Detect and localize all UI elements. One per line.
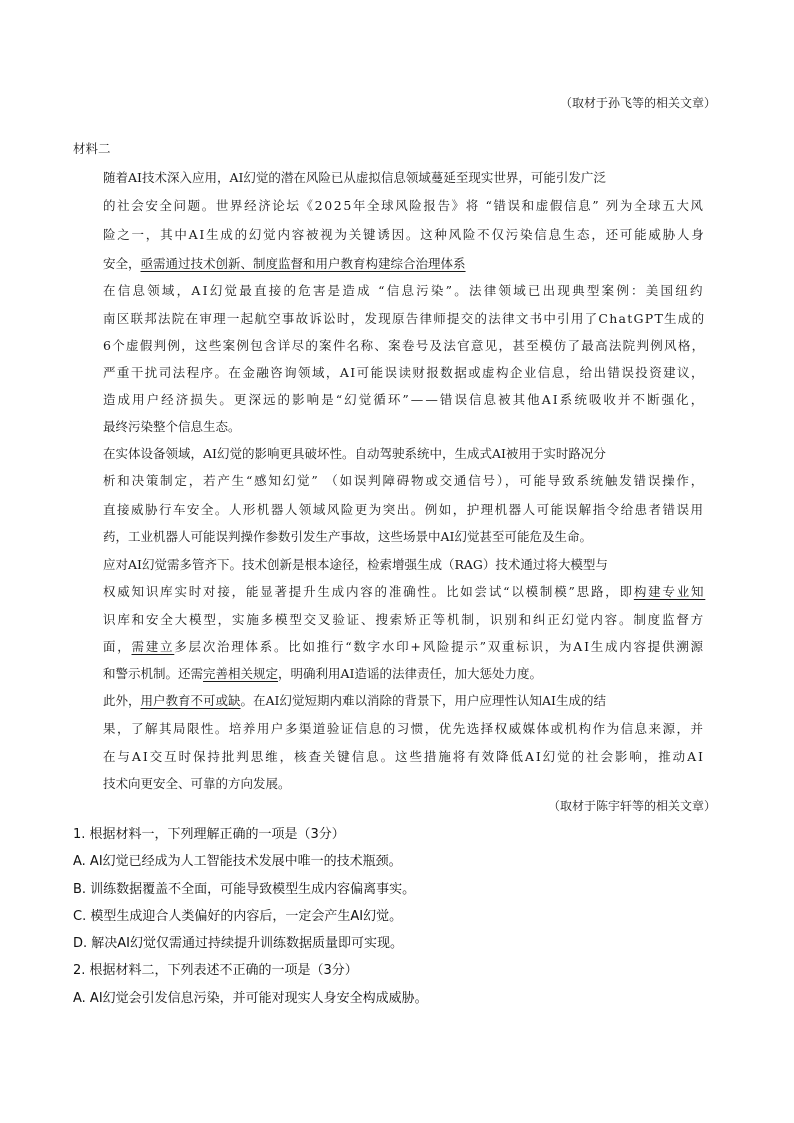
- passage-line: [103, 227, 705, 243]
- passage-line: [103, 256, 466, 272]
- passage-text: 析和决策制定，若产生“感知幻觉” （如误判障碍物或交通信号），可能导致系统触发错误操作，: [103, 473, 706, 488]
- underlined-text: 需建立: [131, 639, 175, 654]
- passage-line: [103, 365, 705, 381]
- question-stem: 1. 根据材料一，下列理解正确的一项是（3分）: [73, 827, 345, 842]
- passage-text: 随着AI技术深入应用，AI幻觉的潜在风险已从虚拟信息领域蔓延至现实世界，可能引发广泛: [103, 170, 606, 185]
- answer-option: A. AI幻觉已经成为人工智能技术发展中唯一的技术瓶颈。: [73, 854, 402, 869]
- passage-text: 药，工业机器人可能误判操作参数引发生产事故，这些场景中AI幻觉甚至可能危及生命。: [103, 529, 592, 544]
- passage-line: [103, 502, 705, 518]
- passage-text: 安全，: [103, 256, 141, 271]
- passage-text: 权威知识库实时对接，能显著提升生成内容的准确性。比如尝试“以模制模”思路，即: [103, 584, 634, 599]
- passage-text: 的社会安全问题。世界经济论坛《2025年全球风险报告》将 “错误和虚假信息” 列为全球五大风: [103, 198, 705, 213]
- passage-text: 6个虚假判例，这些案例包含详尽的案件名称、案卷号及法官意见，甚至模仿了最高法院判例风格，: [103, 338, 706, 353]
- passage-text: 最终污染整个信息生态。: [103, 419, 241, 434]
- passage-line: [103, 557, 608, 573]
- passage-line: [103, 639, 705, 655]
- passage-text: 在实体设备领域，AI幻觉的影响更具破坏性。自动驾驶系统中，生成式AI被用于实时路况分: [103, 446, 606, 461]
- passage-text: 直接威胁行车安全。人形机器人领域风险更为突出。例如，护理机器人可能误解指令给患者错误用: [103, 502, 705, 517]
- passage-text: 。在AI幻觉短期内难以消除的背景下，用户应理性认知AI生成的结: [240, 693, 606, 708]
- underlined-text: 用户教育不可或缺: [140, 693, 241, 708]
- passage-line: [103, 776, 291, 792]
- passage-line: [103, 311, 705, 327]
- passage-text: 在与AI交互时保持批判思维，核查关键信息。这些措施将有效降低AI幻觉的社会影响，推动AI: [103, 749, 705, 764]
- passage-line: [103, 392, 705, 408]
- passage-text: 此外，: [103, 693, 141, 708]
- passage-text: 在信息领域，AI幻觉最直接的危害是造成 “信息污染”。法律领域已出现典型案例：美国纽约: [103, 283, 705, 298]
- answer-option: B. 训练数据覆盖不全面，可能导致模型生成内容偏离事实。: [73, 882, 416, 897]
- passage-text: 果，了解其局限性。培养用户多渠道验证信息的习惯，优先选择权威媒体或机构作为信息来源，并: [103, 721, 705, 736]
- passage-text: 和警示机制。还需: [103, 666, 204, 681]
- passage-text: 面，: [103, 639, 132, 654]
- section-heading: 材料二: [73, 141, 111, 156]
- passage-line: [103, 283, 705, 299]
- passage-line: [103, 749, 705, 765]
- passage-line: [103, 473, 705, 489]
- passage-line: [103, 446, 606, 462]
- passage-text: 造成用户经济损失。更深远的影响是“幻觉循环”——错误信息被其他AI系统吸收并不断强化，: [103, 392, 706, 407]
- passage-text: 应对AI幻觉需多管齐下。技术创新是根本途径，检索增强生成（RAG）技术通过将大模型与: [103, 557, 608, 572]
- passage-text: 严重干扰司法程序。在金融咨询领域，AI可能误读财报数据或虚构企业信息，给出错误投资建议，: [103, 365, 705, 380]
- passage-text: 技术向更安全、可靠的方向发展。: [103, 776, 291, 791]
- passage-text: 多层次治理体系。比如推行“数字水印+风险提示”双重标识，为AI生成内容提供溯源: [174, 639, 705, 654]
- answer-option: C. 模型生成迎合人类偏好的内容后，一定会产生AI幻觉。: [73, 909, 403, 924]
- passage-line: [103, 198, 705, 214]
- underlined-text: 构建专业知: [633, 584, 706, 599]
- passage-text: 南区联邦法院在审理一起航空事故诉讼时，发现原告律师提交的法律文书中引用了ChatGPT生成的: [103, 311, 706, 326]
- underlined-text: 完善相关规定: [203, 666, 279, 681]
- passage-line: [103, 170, 606, 186]
- underlined-text: 亟需通过技术创新、制度监督和用户教育构建综合治理体系: [140, 256, 466, 271]
- source-citation-top: （取材于孙飞等的相关文章）: [559, 96, 716, 110]
- passage-line: [103, 721, 705, 737]
- passage-line: [103, 584, 705, 600]
- passage-text: 识库和安全大模型，实施多模型交叉验证、搜索矫正等机制，识别和纠正幻觉内容。制度监督方: [103, 612, 706, 627]
- passage-line: [103, 612, 705, 628]
- answer-option: D. 解决AI幻觉仅需通过持续提升训练数据质量即可实现。: [73, 936, 404, 951]
- passage-line: [103, 529, 592, 545]
- passage-text: 险之一，其中AI生成的幻觉内容被视为关键诱因。这种风险不仅污染信息生态，还可能威胁人身: [103, 227, 706, 242]
- passage-line: [103, 338, 705, 354]
- passage-line: [103, 693, 606, 709]
- passage-line: [103, 419, 241, 435]
- passage-line: [103, 666, 542, 682]
- answer-option: A. AI幻觉会引发信息污染，并可能对现实人身安全构成威胁。: [73, 991, 428, 1006]
- passage-text: ，明确利用AI造谣的法律责任，加大惩处力度。: [278, 666, 542, 681]
- source-citation-bottom: （取材于陈宇轩等的相关文章）: [547, 799, 716, 813]
- question-stem: 2. 根据材料二，下列表述不正确的一项是（3分）: [73, 963, 358, 978]
